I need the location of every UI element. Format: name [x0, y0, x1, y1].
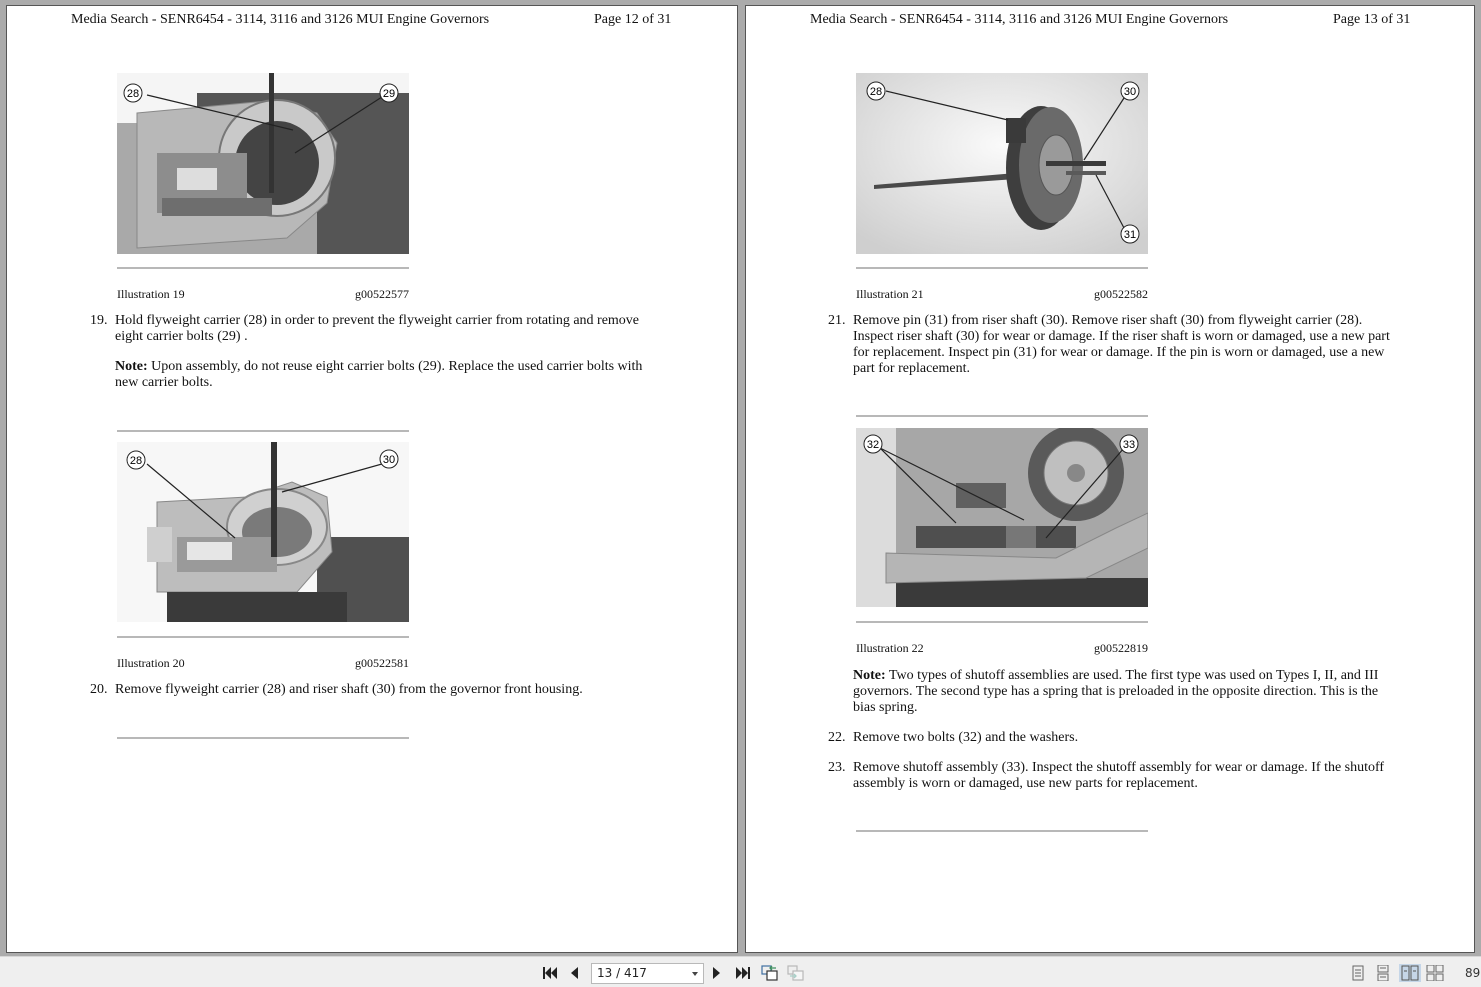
illustration-id: g00522582: [1094, 287, 1148, 301]
callout-28: 28: [126, 88, 140, 100]
view-continuous-facing-button[interactable]: [1424, 964, 1446, 982]
callout-28: 28: [129, 455, 143, 467]
illustration-label: Illustration 22: [856, 641, 924, 655]
navigation-toolbar: [0, 956, 1481, 987]
illustration-label: Illustration 20: [117, 656, 185, 670]
step-text-line: assembly is worn or damaged, use new parts for replacement.: [853, 776, 1198, 791]
next-page-icon: [712, 966, 722, 980]
running-header-page-number: Page 13 of 31: [1333, 12, 1411, 27]
figure-rule: [117, 636, 409, 638]
note-label: Note:: [115, 359, 148, 374]
step-23: [828, 760, 1428, 794]
figure-illustration-20: [117, 430, 409, 675]
step-text-line: part for replacement.: [853, 361, 970, 376]
note-text: governors. The second type has a spring that is preloaded in the opposite direction. This is the: [853, 684, 1379, 699]
go-forward-view-button[interactable]: [786, 963, 806, 983]
illustration-label: Illustration 19: [117, 287, 185, 301]
step-text-line: for replacement. Inspect pin (31) for wear or damage. If the pin is worn or damaged, use a new: [853, 345, 1385, 360]
go-back-view-button[interactable]: [760, 963, 780, 983]
note-carrier-bolts: [115, 359, 695, 391]
shutoff-assembly-photo-22: [856, 428, 1148, 607]
callout-30: 30: [1123, 86, 1137, 98]
previous-page-button[interactable]: [567, 963, 581, 983]
step-20: [90, 682, 690, 700]
step-21: [828, 313, 1428, 377]
figure-rule: [117, 430, 409, 432]
page-12: [6, 5, 738, 953]
step-22: [828, 730, 1428, 748]
flyweight-carrier-photo-21: [856, 73, 1148, 254]
first-page-icon: [542, 966, 558, 980]
section-rule: [117, 737, 409, 739]
figure-rule: [856, 621, 1148, 623]
first-page-button[interactable]: [541, 963, 559, 983]
step-text-line: Remove two bolts (32) and the washers.: [853, 730, 1079, 745]
figure-illustration-21: [856, 73, 1148, 303]
step-number: 23.: [828, 760, 846, 775]
zoom-level[interactable]: 89: [1465, 966, 1481, 980]
figure-rule: [117, 267, 409, 269]
callout-32: 32: [866, 439, 880, 451]
note-text: new carrier bolts.: [115, 375, 213, 390]
illustration-label: Illustration 21: [856, 287, 924, 301]
section-rule: [856, 830, 1148, 832]
continuous-facing-view-icon: [1426, 965, 1444, 981]
illustration-id: g00522819: [1094, 641, 1148, 655]
go-back-view-icon: [761, 964, 779, 982]
step-text-line: Inspect riser shaft (30) for wear or damage. If the riser shaft is worn or damaged, use a new part: [853, 329, 1390, 344]
note-label: Note:: [853, 668, 886, 683]
note-text: Two types of shutoff assemblies are used. The first type was used on Types I, II, and III: [885, 668, 1379, 683]
view-continuous-button[interactable]: [1372, 964, 1394, 982]
figure-rule: [856, 267, 1148, 269]
figure-rule: [856, 415, 1148, 417]
callout-30: 30: [382, 454, 396, 466]
last-page-icon: [735, 966, 751, 980]
step-number: 22.: [828, 730, 846, 745]
note-text: bias spring.: [853, 700, 918, 715]
continuous-view-icon: [1376, 965, 1390, 981]
figure-illustration-19: [117, 73, 409, 303]
go-forward-view-icon: [787, 964, 805, 982]
last-page-button[interactable]: [734, 963, 752, 983]
note-text: Upon assembly, do not reuse eight carrier bolts (29). Replace the used carrier bolts with: [147, 359, 643, 374]
illustration-id: g00522581: [355, 656, 409, 670]
governor-photo-20: [117, 442, 409, 622]
callout-28: 28: [869, 86, 883, 98]
page-13: [745, 5, 1475, 953]
facing-view-icon: [1401, 965, 1419, 981]
figure-illustration-22: [856, 415, 1148, 660]
step-number: 20.: [90, 682, 108, 697]
running-header-title: Media Search - SENR6454 - 3114, 3116 and 3126 MUI Engine Governors: [71, 12, 490, 27]
step-text-line: Hold flyweight carrier (28) in order to prevent the flyweight carrier from rotating and remove: [115, 313, 640, 328]
view-facing-button[interactable]: [1399, 964, 1421, 982]
step-text-line: Remove pin (31) from riser shaft (30). Remove riser shaft (30) from flyweight carrier (28).: [853, 313, 1363, 328]
next-page-button[interactable]: [710, 963, 724, 983]
step-text-line: Remove flyweight carrier (28) and riser shaft (30) from the governor front housing.: [115, 682, 583, 697]
page-number-dropdown[interactable]: [591, 963, 704, 984]
illustration-id: g00522577: [355, 287, 409, 301]
note-shutoff-assemblies: [853, 668, 1433, 716]
callout-29: 29: [382, 88, 396, 100]
single-page-view-icon: [1351, 965, 1365, 981]
view-single-page-button[interactable]: [1347, 964, 1369, 982]
step-19: [90, 313, 690, 347]
page-indicator: 13 / 417: [597, 966, 647, 980]
governor-photo-19: [117, 73, 409, 254]
step-number: 19.: [90, 313, 108, 328]
step-text-line: eight carrier bolts (29) .: [115, 329, 248, 344]
callout-31: 31: [1123, 229, 1137, 241]
chevron-down-icon: [692, 972, 698, 976]
step-number: 21.: [828, 313, 846, 328]
step-text-line: Remove shutoff assembly (33). Inspect the shutoff assembly for wear or damage. If the shutoff: [853, 760, 1385, 775]
callout-33: 33: [1122, 439, 1136, 451]
running-header-page-number: Page 12 of 31: [594, 12, 672, 27]
previous-page-icon: [569, 966, 579, 980]
running-header-title: Media Search - SENR6454 - 3114, 3116 and 3126 MUI Engine Governors: [810, 12, 1229, 27]
